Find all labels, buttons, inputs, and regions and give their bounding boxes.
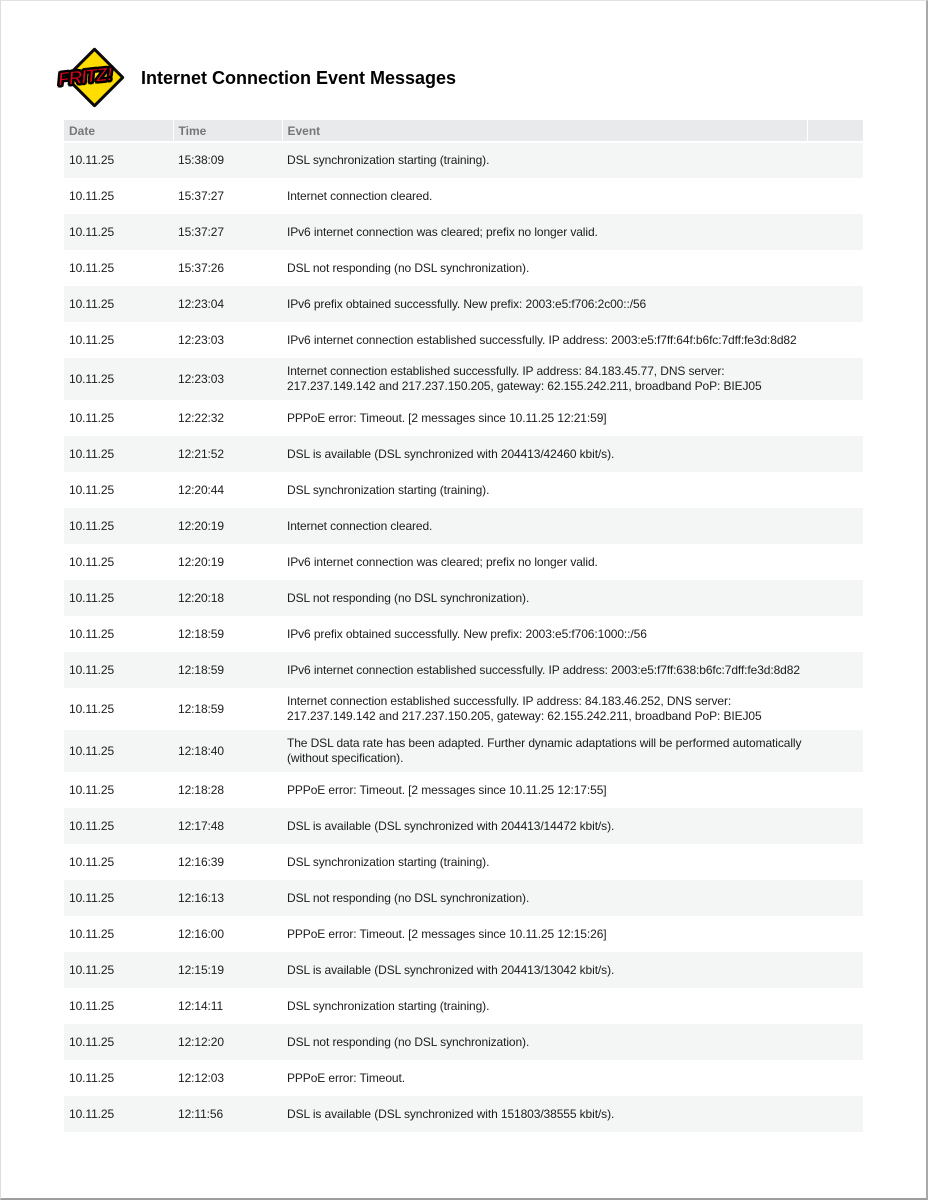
table-row [64, 400, 863, 436]
spacer-cell [807, 1060, 863, 1096]
date-cell: 10.11.25 [64, 322, 173, 358]
event-cell: DSL not responding (no DSL synchronization). [282, 1024, 807, 1060]
date-cell: 10.11.25 [64, 286, 173, 322]
date-cell: 10.11.25 [64, 730, 173, 772]
spacer-cell [807, 472, 863, 508]
event-table-body [64, 142, 863, 1132]
spacer-cell [807, 400, 863, 436]
date-cell: 10.11.25 [64, 472, 173, 508]
spacer-cell [807, 1024, 863, 1060]
date-cell: 10.11.25 [64, 772, 173, 808]
date-cell: 10.11.25 [64, 952, 173, 988]
spacer-cell [807, 436, 863, 472]
event-cell: IPv6 prefix obtained successfully. New prefix: 2003:e5:f706:2c00::/56 [282, 286, 807, 322]
event-cell: IPv6 internet connection established successfully. IP address: 2003:e5:f7ff:638:b6fc:7dff:fe3d:8d82 [282, 652, 807, 688]
date-cell: 10.11.25 [64, 616, 173, 652]
spacer-cell [807, 580, 863, 616]
time-cell: 12:18:59 [173, 616, 282, 652]
date-cell: 10.11.25 [64, 358, 173, 400]
spacer-cell [807, 844, 863, 880]
date-cell: 10.11.25 [64, 250, 173, 286]
spacer-cell [807, 808, 863, 844]
time-cell: 12:14:11 [173, 988, 282, 1024]
date-cell: 10.11.25 [64, 508, 173, 544]
date-cell: 10.11.25 [64, 178, 173, 214]
spacer-column-header [807, 120, 863, 142]
date-column-header: Date [64, 120, 173, 142]
table-row [64, 730, 863, 772]
spacer-cell [807, 508, 863, 544]
time-cell: 15:37:27 [173, 214, 282, 250]
table-row [64, 988, 863, 1024]
event-cell: Internet connection cleared. [282, 508, 807, 544]
date-cell: 10.11.25 [64, 652, 173, 688]
table-row [64, 358, 863, 400]
date-cell: 10.11.25 [64, 580, 173, 616]
date-cell: 10.11.25 [64, 142, 173, 178]
time-cell: 12:22:32 [173, 400, 282, 436]
spacer-cell [807, 730, 863, 772]
spacer-cell [807, 772, 863, 808]
event-cell: DSL is available (DSL synchronized with 204413/13042 kbit/s). [282, 952, 807, 988]
date-cell: 10.11.25 [64, 1024, 173, 1060]
event-cell: DSL synchronization starting (training). [282, 988, 807, 1024]
table-row [64, 544, 863, 580]
time-cell: 15:37:26 [173, 250, 282, 286]
fritz-logo [56, 51, 127, 105]
spacer-cell [807, 178, 863, 214]
time-column-header: Time [173, 120, 282, 142]
time-cell: 12:20:19 [173, 508, 282, 544]
event-column-header: Event [282, 120, 807, 142]
event-cell: DSL not responding (no DSL synchronization). [282, 580, 807, 616]
event-cell: DSL not responding (no DSL synchronization). [282, 250, 807, 286]
table-row [64, 142, 863, 178]
date-cell: 10.11.25 [64, 808, 173, 844]
time-cell: 12:23:04 [173, 286, 282, 322]
table-row [64, 688, 863, 730]
time-cell: 12:16:00 [173, 916, 282, 952]
table-row [64, 322, 863, 358]
spacer-cell [807, 250, 863, 286]
time-cell: 12:20:18 [173, 580, 282, 616]
fritz-logo-text: FRITZ! [56, 64, 114, 91]
table-row [64, 1096, 863, 1132]
spacer-cell [807, 544, 863, 580]
event-cell: IPv6 internet connection was cleared; prefix no longer valid. [282, 214, 807, 250]
event-cell: PPPoE error: Timeout. [2 messages since 10.11.25 12:17:55] [282, 772, 807, 808]
time-cell: 12:23:03 [173, 358, 282, 400]
time-cell: 12:12:20 [173, 1024, 282, 1060]
event-cell: DSL not responding (no DSL synchronization). [282, 880, 807, 916]
time-cell: 12:15:19 [173, 952, 282, 988]
table-row [64, 952, 863, 988]
spacer-cell [807, 214, 863, 250]
table-row [64, 916, 863, 952]
time-cell: 12:18:28 [173, 772, 282, 808]
event-cell: DSL is available (DSL synchronized with 151803/38555 kbit/s). [282, 1096, 807, 1132]
event-table-header [64, 120, 863, 142]
event-cell: PPPoE error: Timeout. [2 messages since 10.11.25 12:21:59] [282, 400, 807, 436]
table-row [64, 580, 863, 616]
date-cell: 10.11.25 [64, 988, 173, 1024]
time-cell: 12:16:13 [173, 880, 282, 916]
time-cell: 12:11:56 [173, 1096, 282, 1132]
spacer-cell [807, 916, 863, 952]
time-cell: 15:37:27 [173, 178, 282, 214]
time-cell: 12:17:48 [173, 808, 282, 844]
time-cell: 12:18:59 [173, 688, 282, 730]
table-row [64, 286, 863, 322]
date-cell: 10.11.25 [64, 688, 173, 730]
event-cell: Internet connection established successfully. IP address: 84.183.46.252, DNS server: 217.237.149.142 and 217.237.150.205, gateway: 62.155.242.211, broadband PoP: BIEJ05 [282, 688, 807, 730]
time-cell: 15:38:09 [173, 142, 282, 178]
spacer-cell [807, 322, 863, 358]
table-row [64, 880, 863, 916]
date-cell: 10.11.25 [64, 1060, 173, 1096]
table-row [64, 508, 863, 544]
spacer-cell [807, 688, 863, 730]
spacer-cell [807, 286, 863, 322]
table-row [64, 436, 863, 472]
time-cell: 12:20:19 [173, 544, 282, 580]
date-cell: 10.11.25 [64, 436, 173, 472]
event-cell: DSL is available (DSL synchronized with 204413/14472 kbit/s). [282, 808, 807, 844]
event-cell: PPPoE error: Timeout. [282, 1060, 807, 1096]
time-cell: 12:21:52 [173, 436, 282, 472]
table-row [64, 472, 863, 508]
event-cell: The DSL data rate has been adapted. Further dynamic adaptations will be performed automatically (without specification). [282, 730, 807, 772]
event-cell: PPPoE error: Timeout. [2 messages since 10.11.25 12:15:26] [282, 916, 807, 952]
table-row [64, 652, 863, 688]
event-cell: IPv6 prefix obtained successfully. New prefix: 2003:e5:f706:1000::/56 [282, 616, 807, 652]
event-cell: DSL synchronization starting (training). [282, 472, 807, 508]
spacer-cell [807, 1096, 863, 1132]
date-cell: 10.11.25 [64, 880, 173, 916]
table-row [64, 1024, 863, 1060]
date-cell: 10.11.25 [64, 916, 173, 952]
table-row [64, 214, 863, 250]
spacer-cell [807, 952, 863, 988]
time-cell: 12:18:59 [173, 652, 282, 688]
page-title: Internet Connection Event Messages [141, 67, 457, 88]
table-row [64, 772, 863, 808]
event-cell: DSL synchronization starting (training). [282, 844, 807, 880]
time-cell: 12:18:40 [173, 730, 282, 772]
spacer-cell [807, 988, 863, 1024]
date-cell: 10.11.25 [64, 1096, 173, 1132]
date-cell: 10.11.25 [64, 214, 173, 250]
date-cell: 10.11.25 [64, 844, 173, 880]
time-cell: 12:16:39 [173, 844, 282, 880]
event-cell: DSL is available (DSL synchronized with 204413/42460 kbit/s). [282, 436, 807, 472]
event-cell: IPv6 internet connection was cleared; prefix no longer valid. [282, 544, 807, 580]
table-row [64, 250, 863, 286]
table-row [64, 1060, 863, 1096]
time-cell: 12:12:03 [173, 1060, 282, 1096]
spacer-cell [807, 142, 863, 178]
date-cell: 10.11.25 [64, 400, 173, 436]
spacer-cell [807, 880, 863, 916]
event-cell: IPv6 internet connection established successfully. IP address: 2003:e5:f7ff:64f:b6fc:7dff:fe3d:8d82 [282, 322, 807, 358]
table-row [64, 178, 863, 214]
event-cell: Internet connection established successfully. IP address: 84.183.45.77, DNS server: 217.237.149.142 and 217.237.150.205, gateway: 62.155.242.211, broadband PoP: BIEJ05 [282, 358, 807, 400]
spacer-cell [807, 358, 863, 400]
time-cell: 12:20:44 [173, 472, 282, 508]
spacer-cell [807, 652, 863, 688]
table-row [64, 616, 863, 652]
event-cell: Internet connection cleared. [282, 178, 807, 214]
date-cell: 10.11.25 [64, 544, 173, 580]
spacer-cell [807, 616, 863, 652]
event-cell: DSL synchronization starting (training). [282, 142, 807, 178]
time-cell: 12:23:03 [173, 322, 282, 358]
page-header [1, 1, 926, 105]
event-table [64, 120, 863, 1132]
table-row [64, 844, 863, 880]
table-row [64, 808, 863, 844]
